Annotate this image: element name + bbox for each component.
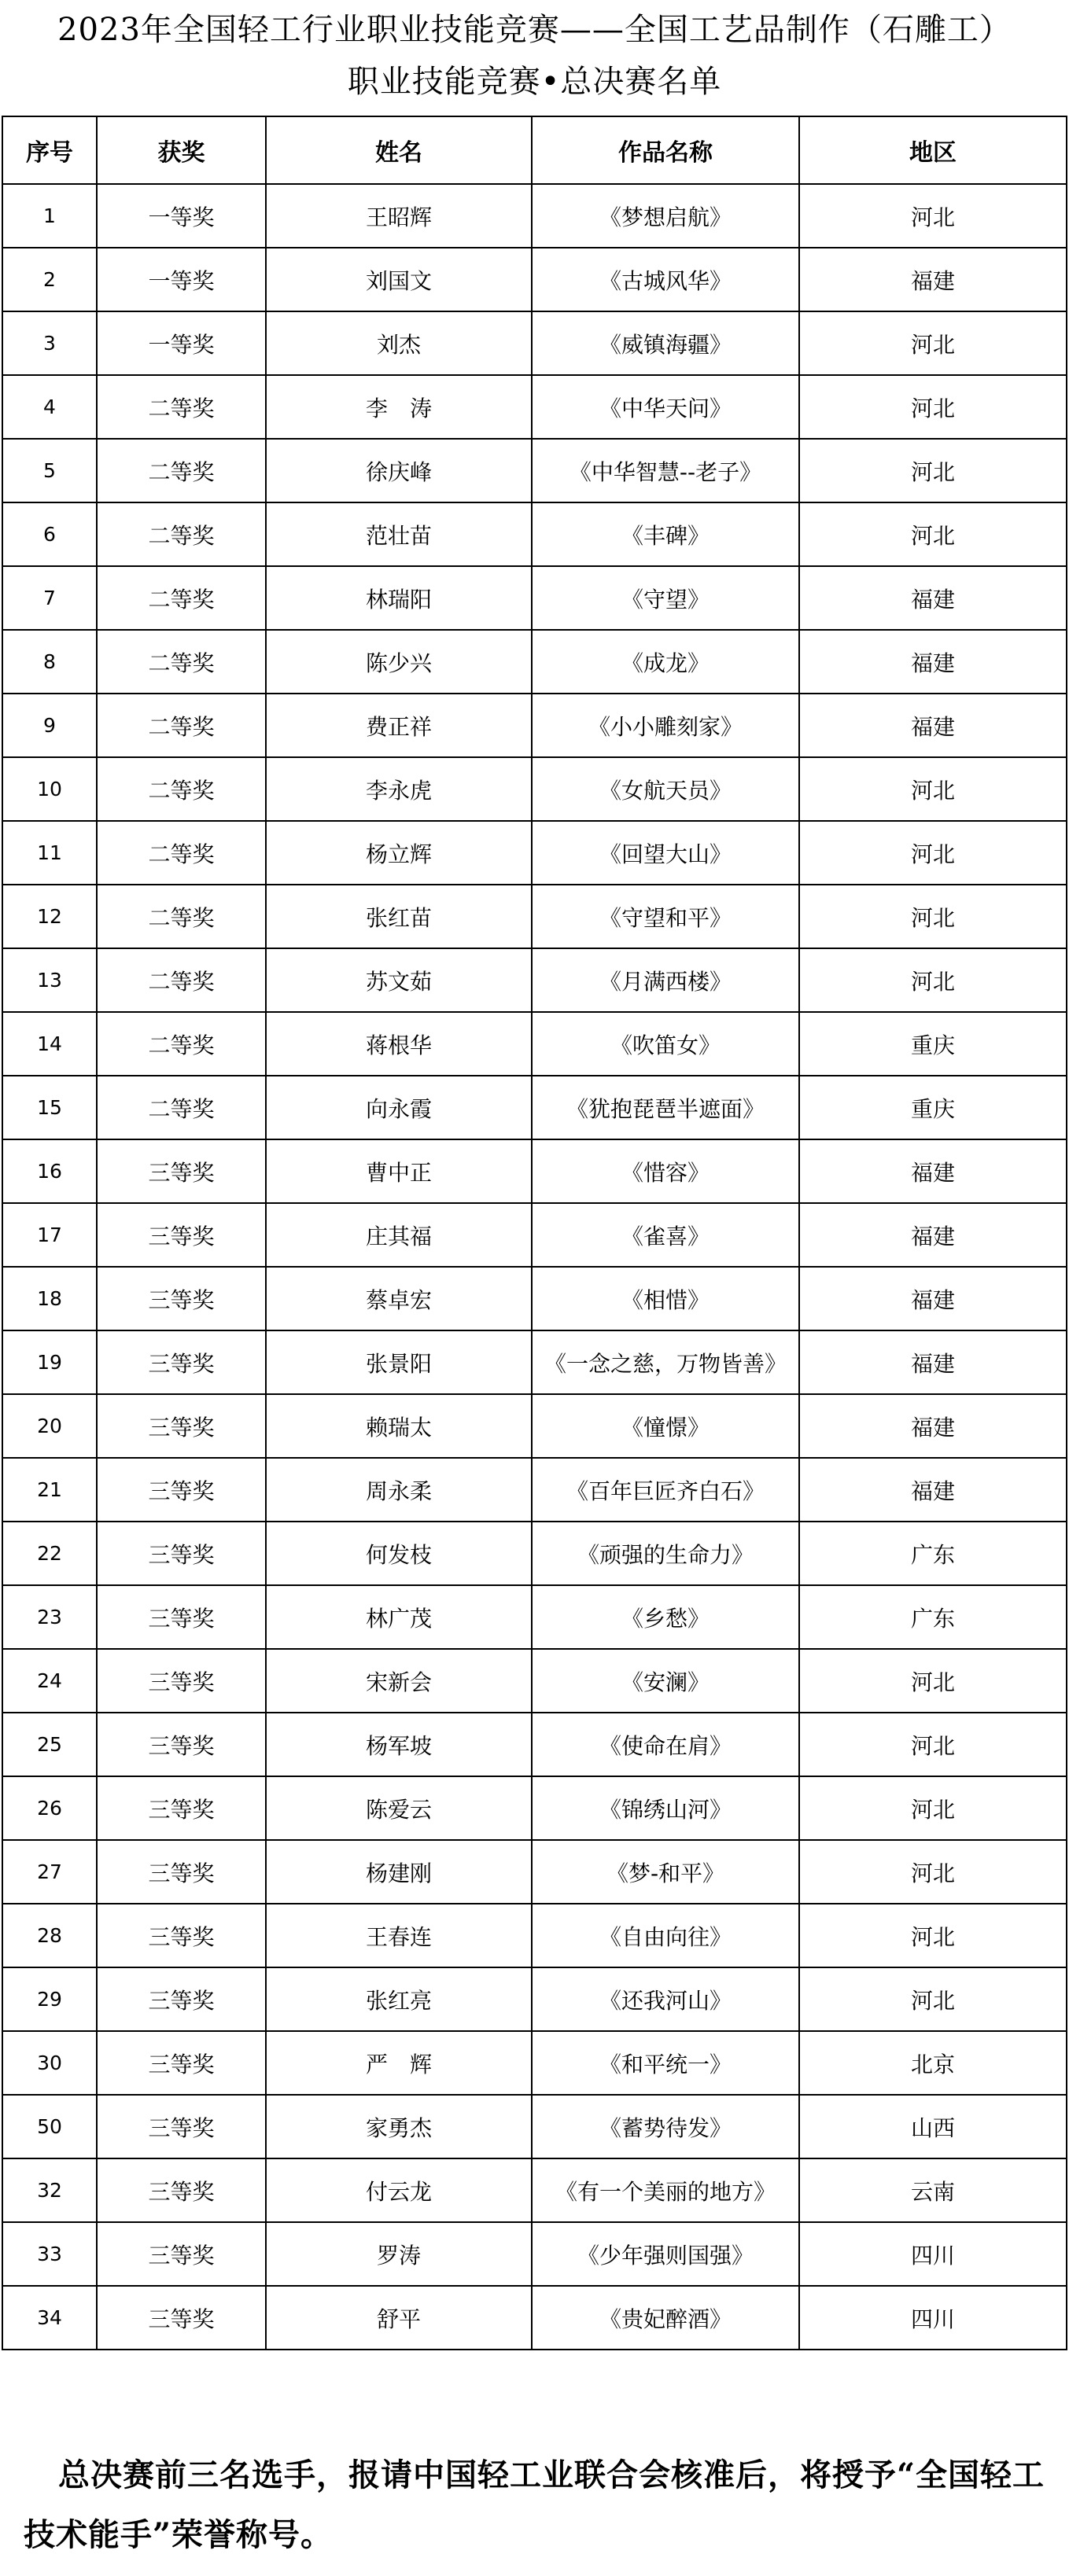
cell-number: 27 [2,1840,97,1904]
cell-region: 重庆 [799,1076,1067,1139]
cell-award: 三等奖 [97,1139,266,1203]
cell-number: 50 [2,2095,97,2158]
cell-number: 24 [2,1649,97,1713]
cell-name: 张红苗 [266,885,532,948]
cell-number: 23 [2,1585,97,1649]
table-row [2,2222,1067,2286]
cell-region: 山西 [799,2095,1067,2158]
cell-region: 福建 [799,630,1067,694]
table-row [2,2095,1067,2158]
cell-region: 云南 [799,2158,1067,2222]
cell-number: 28 [2,1904,97,1967]
cell-region: 福建 [799,248,1067,311]
cell-number: 19 [2,1330,97,1394]
cell-number: 33 [2,2222,97,2286]
cell-work-title: 《守望和平》 [532,885,799,948]
cell-name: 家勇杰 [266,2095,532,2158]
cell-name: 张景阳 [266,1330,532,1394]
table-row [2,2286,1067,2350]
cell-name: 陈爱云 [266,1776,532,1840]
document-title-line2: 职业技能竞赛•总决赛名单 [347,64,722,100]
cell-award: 三等奖 [97,2095,266,2158]
cell-award: 二等奖 [97,375,266,439]
cell-number: 14 [2,1012,97,1076]
table-row [2,2158,1067,2222]
cell-region: 河北 [799,757,1067,821]
cell-region: 河北 [799,1840,1067,1904]
cell-work-title: 《自由向往》 [532,1904,799,1967]
cell-award: 三等奖 [97,2286,266,2350]
cell-award: 三等奖 [97,1585,266,1649]
cell-work-title: 《蓄势待发》 [532,2095,799,2158]
cell-work-title: 《锦绣山河》 [532,1776,799,1840]
cell-award: 三等奖 [97,1649,266,1713]
cell-name: 严 辉 [266,2031,532,2095]
table-row [2,1649,1067,1713]
cell-number: 13 [2,948,97,1012]
cell-name: 付云龙 [266,2158,532,2222]
document-title-line1: 2023年全国轻工行业职业技能竞赛——全国工艺品制作（石雕工） [57,12,1012,48]
cell-name: 刘杰 [266,311,532,375]
cell-work-title: 《中华天问》 [532,375,799,439]
cell-name: 王春连 [266,1904,532,1967]
cell-number: 16 [2,1139,97,1203]
column-header-number: 序号 [2,116,97,184]
cell-region: 河北 [799,502,1067,566]
table-row [2,948,1067,1012]
table-row [2,1012,1067,1076]
table-row [2,1967,1067,2031]
cell-work-title: 《有一个美丽的地方》 [532,2158,799,2222]
cell-region: 河北 [799,1776,1067,1840]
cell-region: 四川 [799,2286,1067,2350]
table-row [2,1776,1067,1840]
cell-work-title: 《雀喜》 [532,1203,799,1267]
cell-region: 河北 [799,1649,1067,1713]
cell-region: 福建 [799,566,1067,630]
cell-work-title: 《丰碑》 [532,502,799,566]
cell-award: 三等奖 [97,1967,266,2031]
cell-work-title: 《成龙》 [532,630,799,694]
table-row [2,1840,1067,1904]
cell-name: 向永霞 [266,1076,532,1139]
cell-work-title: 《中华智慧--老子》 [532,439,799,502]
cell-number: 3 [2,311,97,375]
cell-number: 4 [2,375,97,439]
cell-number: 21 [2,1458,97,1522]
cell-number: 5 [2,439,97,502]
cell-name: 陈少兴 [266,630,532,694]
cell-name: 林瑞阳 [266,566,532,630]
cell-work-title: 《还我河山》 [532,1967,799,2031]
table-row [2,1522,1067,1585]
cell-work-title: 《相惜》 [532,1267,799,1330]
cell-work-title: 《一念之慈，万物皆善》 [532,1330,799,1394]
cell-award: 三等奖 [97,1522,266,1585]
cell-number: 15 [2,1076,97,1139]
cell-region: 福建 [799,1330,1067,1394]
cell-name: 宋新会 [266,1649,532,1713]
table-row [2,1394,1067,1458]
cell-award: 二等奖 [97,757,266,821]
table-row [2,184,1067,248]
cell-region: 广东 [799,1522,1067,1585]
table-row [2,375,1067,439]
cell-region: 福建 [799,1267,1067,1330]
cell-work-title: 《月满西楼》 [532,948,799,1012]
cell-region: 河北 [799,311,1067,375]
table-header-row [2,116,1067,184]
table-row [2,821,1067,885]
cell-number: 30 [2,2031,97,2095]
cell-award: 三等奖 [97,1840,266,1904]
cell-name: 蔡卓宏 [266,1267,532,1330]
column-header-name: 姓名 [266,116,532,184]
cell-award: 二等奖 [97,502,266,566]
cell-number: 1 [2,184,97,248]
cell-region: 福建 [799,1394,1067,1458]
cell-award: 二等奖 [97,885,266,948]
cell-award: 三等奖 [97,2222,266,2286]
cell-region: 河北 [799,885,1067,948]
cell-number: 32 [2,2158,97,2222]
cell-award: 一等奖 [97,311,266,375]
cell-work-title: 《犹抱琵琶半遮面》 [532,1076,799,1139]
cell-work-title: 《女航天员》 [532,757,799,821]
column-header-award: 获奖 [97,116,266,184]
cell-region: 河北 [799,375,1067,439]
table-row [2,757,1067,821]
cell-name: 张红亮 [266,1967,532,2031]
table-row [2,885,1067,948]
cell-award: 二等奖 [97,694,266,757]
cell-number: 25 [2,1713,97,1776]
cell-region: 四川 [799,2222,1067,2286]
cell-number: 11 [2,821,97,885]
table-row [2,1904,1067,1967]
cell-number: 9 [2,694,97,757]
cell-region: 福建 [799,694,1067,757]
cell-award: 二等奖 [97,1012,266,1076]
cell-region: 河北 [799,1904,1067,1967]
cell-name: 徐庆峰 [266,439,532,502]
footer-note: 总决赛前三名选手，报请中国轻工业联合会核准后，将授予“全国轻工技术能手”荣誉称号。 [24,2456,1045,2553]
table-row [2,566,1067,630]
cell-award: 三等奖 [97,2158,266,2222]
cell-award: 三等奖 [97,1394,266,1458]
cell-work-title: 《回望大山》 [532,821,799,885]
cell-name: 蒋根华 [266,1012,532,1076]
table-row [2,1203,1067,1267]
table-row [2,1585,1067,1649]
cell-number: 17 [2,1203,97,1267]
cell-work-title: 《古城风华》 [532,248,799,311]
cell-name: 杨建刚 [266,1840,532,1904]
cell-name: 赖瑞太 [266,1394,532,1458]
cell-region: 福建 [799,1203,1067,1267]
cell-award: 二等奖 [97,630,266,694]
cell-name: 庄其福 [266,1203,532,1267]
cell-work-title: 《威镇海疆》 [532,311,799,375]
cell-region: 河北 [799,1967,1067,2031]
cell-award: 三等奖 [97,1267,266,1330]
cell-region: 广东 [799,1585,1067,1649]
cell-region: 河北 [799,184,1067,248]
cell-name: 林广茂 [266,1585,532,1649]
cell-award: 二等奖 [97,948,266,1012]
column-header-region: 地区 [799,116,1067,184]
cell-region: 福建 [799,1458,1067,1522]
cell-region: 河北 [799,1713,1067,1776]
cell-name: 杨军坡 [266,1713,532,1776]
cell-number: 7 [2,566,97,630]
table-row [2,311,1067,375]
cell-name: 李永虎 [266,757,532,821]
cell-work-title: 《梦想启航》 [532,184,799,248]
table-row [2,1330,1067,1394]
table-row [2,1267,1067,1330]
cell-region: 河北 [799,821,1067,885]
cell-name: 刘国文 [266,248,532,311]
cell-work-title: 《安澜》 [532,1649,799,1713]
table-row [2,439,1067,502]
cell-award: 二等奖 [97,566,266,630]
cell-name: 费正祥 [266,694,532,757]
cell-award: 二等奖 [97,821,266,885]
cell-award: 二等奖 [97,439,266,502]
table-row [2,694,1067,757]
cell-number: 2 [2,248,97,311]
cell-name: 杨立辉 [266,821,532,885]
cell-number: 6 [2,502,97,566]
cell-number: 8 [2,630,97,694]
cell-number: 29 [2,1967,97,2031]
cell-work-title: 《乡愁》 [532,1585,799,1649]
cell-region: 北京 [799,2031,1067,2095]
cell-work-title: 《惜容》 [532,1139,799,1203]
cell-work-title: 《吹笛女》 [532,1012,799,1076]
cell-award: 三等奖 [97,1203,266,1267]
cell-name: 周永柔 [266,1458,532,1522]
cell-number: 20 [2,1394,97,1458]
cell-work-title: 《小小雕刻家》 [532,694,799,757]
cell-number: 18 [2,1267,97,1330]
table-row [2,1713,1067,1776]
table-row [2,1139,1067,1203]
table-row [2,248,1067,311]
cell-number: 22 [2,1522,97,1585]
cell-work-title: 《梦-和平》 [532,1840,799,1904]
cell-award: 三等奖 [97,2031,266,2095]
cell-award: 三等奖 [97,1776,266,1840]
cell-work-title: 《贵妃醉酒》 [532,2286,799,2350]
cell-work-title: 《顽强的生命力》 [532,1522,799,1585]
cell-work-title: 《和平统一》 [532,2031,799,2095]
table-row [2,630,1067,694]
cell-name: 罗涛 [266,2222,532,2286]
cell-work-title: 《憧憬》 [532,1394,799,1458]
cell-award: 三等奖 [97,1904,266,1967]
cell-work-title: 《使命在肩》 [532,1713,799,1776]
cell-number: 12 [2,885,97,948]
cell-name: 舒平 [266,2286,532,2350]
cell-number: 10 [2,757,97,821]
cell-name: 李 涛 [266,375,532,439]
cell-region: 河北 [799,948,1067,1012]
cell-region: 重庆 [799,1012,1067,1076]
cell-award: 三等奖 [97,1458,266,1522]
cell-award: 二等奖 [97,1076,266,1139]
table-row [2,502,1067,566]
column-header-work-title: 作品名称 [532,116,799,184]
cell-region: 福建 [799,1139,1067,1203]
cell-award: 三等奖 [97,1713,266,1776]
cell-work-title: 《守望》 [532,566,799,630]
table-body [2,184,1067,2350]
cell-work-title: 《少年强则国强》 [532,2222,799,2286]
cell-name: 范壮苗 [266,502,532,566]
cell-name: 苏文茹 [266,948,532,1012]
table-row [2,2031,1067,2095]
results-table [2,116,1067,2350]
table-row [2,1076,1067,1139]
cell-number: 26 [2,1776,97,1840]
cell-award: 一等奖 [97,248,266,311]
cell-number: 34 [2,2286,97,2350]
cell-award: 三等奖 [97,1330,266,1394]
cell-award: 一等奖 [97,184,266,248]
cell-work-title: 《百年巨匠齐白石》 [532,1458,799,1522]
cell-name: 曹中正 [266,1139,532,1203]
table-row [2,1458,1067,1522]
cell-region: 河北 [799,439,1067,502]
cell-name: 王昭辉 [266,184,532,248]
cell-name: 何发枝 [266,1522,532,1585]
